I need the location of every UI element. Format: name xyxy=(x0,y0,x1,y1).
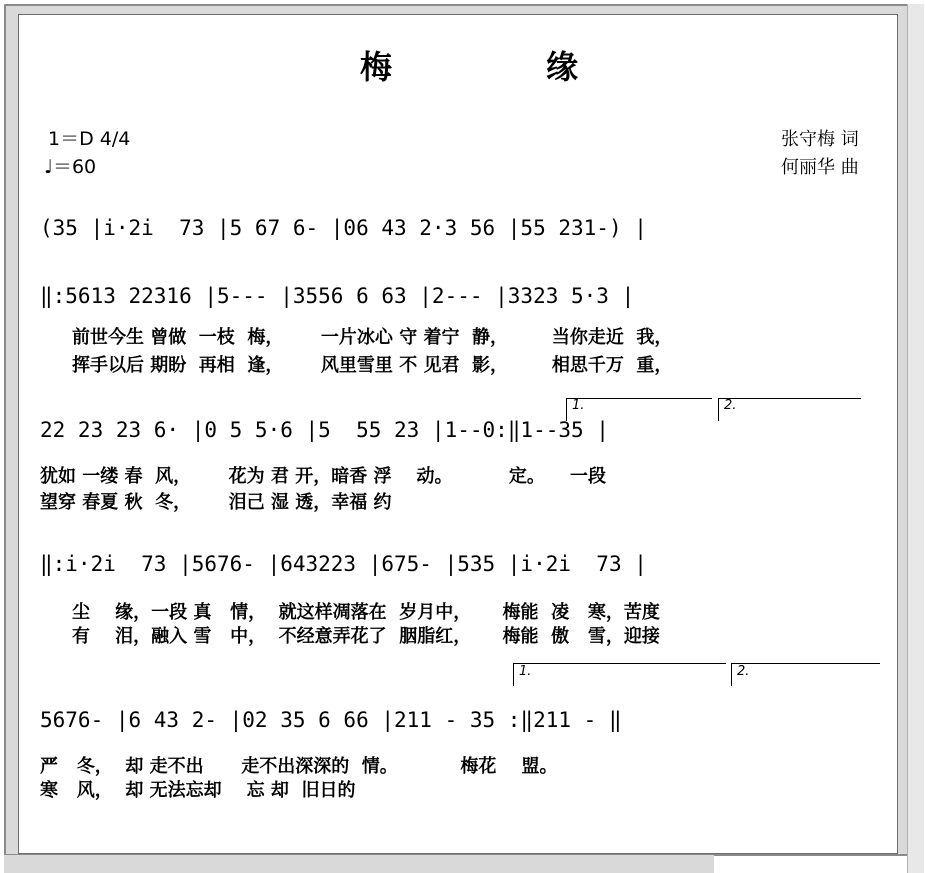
notation-row-3: 22 23 23 6· |0 5 5·6 |5 55 23 |1--0:‖1--35 | xyxy=(40,418,609,442)
lyric-row-2-verse-2: 挥手以后 期盼 再相 逢， 风里雪里 不 见君 影， 相思千万 重， xyxy=(72,355,673,376)
volta-label-second-row-5: 2. xyxy=(737,664,750,679)
volta-label-first-row-3: 1. xyxy=(572,398,585,413)
tempo-marking: ♩＝60 xyxy=(44,156,97,178)
notation-row-4: ‖:i·2i 73 |5676- |643223 |675- |535 |i·2i 73 | xyxy=(40,552,647,576)
volta-second-ending-row-5 xyxy=(731,663,880,686)
volta-first-ending-row-5 xyxy=(513,663,726,686)
title-char-1: 梅 xyxy=(360,48,395,86)
song-title xyxy=(360,42,580,88)
notation-row-2: ‖:5613 22316 |5--- |3556 6 63 |2--- |3323 5·3 | xyxy=(40,284,635,308)
lyric-row-4-verse-1: 尘 缘，一段 真 情， 就这样凋落在 岁月中， 梅能 凌 寒，苦度 xyxy=(72,602,660,623)
notation-row-1: (35 |i·2i 73 |5 67 6- |06 43 2·3 56 |55 231-) | xyxy=(40,216,647,240)
composer-credit: 何丽华 曲 xyxy=(781,157,859,178)
lyric-row-5-verse-1: 严 冬， 却 走不出 走不出深深的 情。 梅花 盟。 xyxy=(40,756,558,777)
key-signature: 1＝D 4/4 xyxy=(48,128,131,150)
lyricist-credit: 张守梅 词 xyxy=(781,129,859,150)
vertical-scrollbar[interactable] xyxy=(907,4,924,873)
lyric-row-4-verse-2: 有 泪，融入 雪 中， 不经意弄花了 胭脂红， 梅能 傲 雪，迎接 xyxy=(72,626,660,647)
lyric-row-3-verse-2: 望穿 春夏 秋 冬， 泪己 湿 透，幸福 约 xyxy=(40,492,392,513)
title-char-2: 缘 xyxy=(545,48,580,86)
volta-label-second-row-3: 2. xyxy=(724,398,737,413)
lyric-row-5-verse-2: 寒 风， 却 无法忘却 忘 却 旧日的 xyxy=(40,780,356,801)
lyric-row-3-verse-1: 犹如 一缕 春 风， 花为 君 开，暗香 浮 动。 定。 一段 xyxy=(40,466,606,487)
volta-label-first-row-5: 1. xyxy=(519,664,532,679)
notation-row-5: 5676- |6 43 2- |02 35 6 66 |211 - 35 :‖211 - ‖ xyxy=(40,708,622,732)
bottom-frame-edge xyxy=(4,855,714,873)
lyric-row-2-verse-1: 前世今生 曾做 一枝 梅， 一片冰心 守 着宁 静， 当你走近 我， xyxy=(72,327,673,348)
